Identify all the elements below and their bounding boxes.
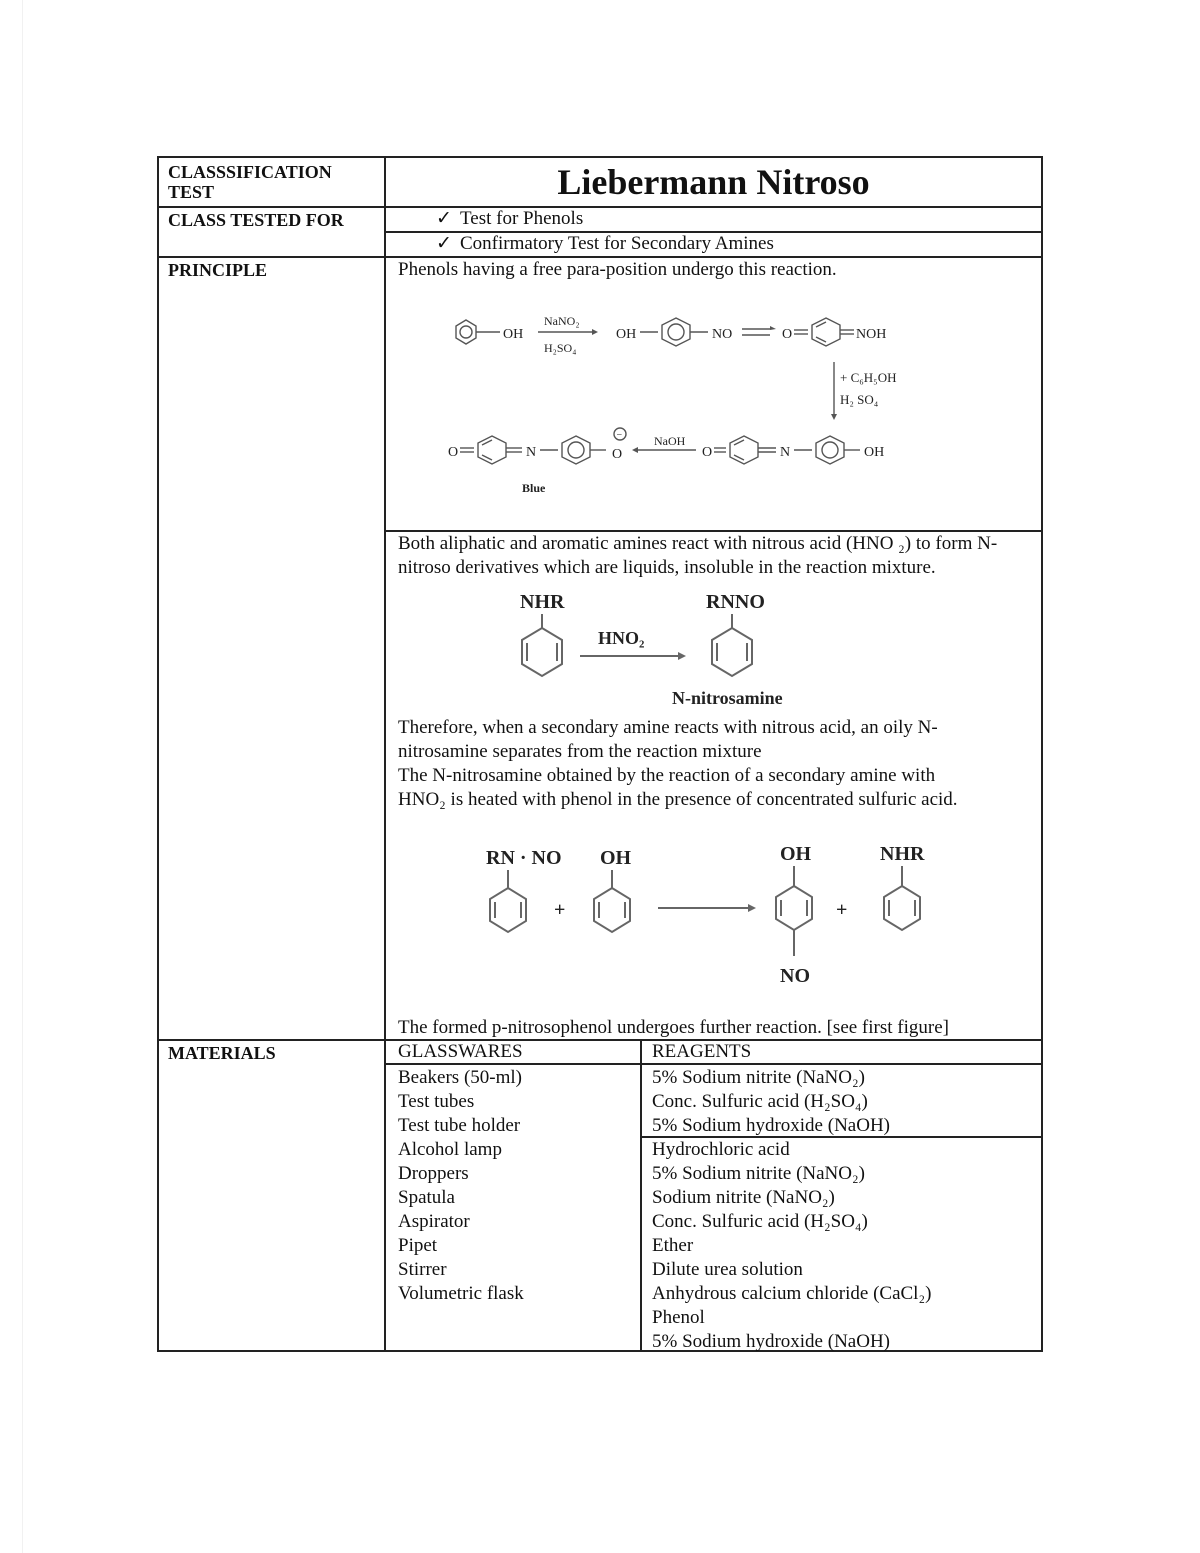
list-item: Alcohol lamp <box>398 1139 502 1160</box>
svg-text:OH: OH <box>600 847 632 869</box>
benzene-ring-icon <box>712 628 752 676</box>
glassware-header: GLASSWARES <box>398 1041 523 1062</box>
principle-para-amines: Both aliphatic and aromatic amines react with nitrous acid (HNO ₂) to form N-nitroso derivatives which are liquids, insoluble in the reaction mixture. <box>398 533 998 578</box>
svg-text:N-nitrosamine: N-nitrosamine <box>672 688 783 708</box>
quinone-ring-icon <box>812 318 840 346</box>
svg-text:OH: OH <box>780 843 812 865</box>
list-item: Aspirator <box>398 1211 470 1232</box>
list-item: Stirrer <box>398 1259 447 1280</box>
svg-text:NHR: NHR <box>520 591 565 613</box>
phenol-nitroso-scheme <box>440 300 920 505</box>
class-tested-label: CLASS TESTED FOR <box>168 210 344 230</box>
svg-text:HNO₂: HNO₂ <box>598 628 645 648</box>
svg-text:O: O <box>702 445 713 460</box>
list-item: Spatula <box>398 1187 455 1208</box>
svg-text:O: O <box>448 445 459 460</box>
checkmark-icon: ✓ <box>436 233 452 254</box>
benzene-ring-icon <box>776 886 812 930</box>
reagents-list-1 <box>652 1066 890 1138</box>
benzene-ring-icon <box>490 888 526 932</box>
list-item: Sodium nitrite (NaNO₂) <box>652 1187 835 1208</box>
svg-text:OH: OH <box>864 445 885 460</box>
svg-text:NHR: NHR <box>880 843 925 865</box>
quinone-ring-icon <box>478 436 506 464</box>
page-title: Liebermann Nitroso <box>557 162 870 202</box>
list-item: Test tube holder <box>398 1115 521 1136</box>
checkmark-icon: ✓ <box>436 208 452 229</box>
svg-text:NO: NO <box>712 327 733 342</box>
page-edge <box>22 0 23 1553</box>
list-item: Conc. Sulfuric acid (H₂SO₄) <box>652 1091 868 1112</box>
svg-text:RN · NO: RN · NO <box>486 847 562 869</box>
list-item: 5% Sodium hydroxide (NaOH) <box>652 1331 890 1352</box>
svg-text:OH: OH <box>616 327 637 342</box>
list-item: Ether <box>652 1235 694 1256</box>
nitrosophenol-scheme <box>476 838 956 998</box>
svg-text:+: + <box>836 899 848 921</box>
benzene-ring-icon <box>522 628 562 676</box>
list-item: 5% Sodium nitrite (NaNO₂) <box>652 1067 865 1088</box>
principle-intro: Phenols having a free para-position undergo this reaction. <box>398 259 837 280</box>
svg-text:H₂ SO₄: H₂ SO₄ <box>840 392 879 407</box>
principle-para-final: The formed p-nitrosophenol undergoes further reaction. [see first figure] <box>398 1017 949 1038</box>
svg-text:NaOH: NaOH <box>654 434 686 448</box>
list-item: Droppers <box>398 1163 469 1184</box>
benzene-ring-icon <box>662 318 690 346</box>
svg-text:H₂SO₄: H₂SO₄ <box>544 341 577 355</box>
materials-label: MATERIALS <box>168 1043 276 1063</box>
list-item: Hydrochloric acid <box>652 1139 790 1160</box>
svg-text:+ C₆H₅OH: + C₆H₅OH <box>840 370 897 385</box>
svg-text:N: N <box>780 445 791 460</box>
svg-text:NaNO₂: NaNO₂ <box>544 314 580 328</box>
svg-text:N: N <box>526 445 537 460</box>
benzene-ring-icon <box>594 888 630 932</box>
svg-text:O: O <box>782 327 793 342</box>
svg-text:O: O <box>612 447 623 462</box>
list-item: Volumetric flask <box>398 1283 524 1304</box>
glassware-list <box>398 1066 524 1306</box>
quinone-ring-icon <box>730 436 758 464</box>
svg-text:NO: NO <box>780 965 810 987</box>
list-item: Dilute urea solution <box>652 1259 803 1280</box>
nitrosamine-scheme <box>480 584 820 714</box>
svg-text:OH: OH <box>503 327 524 342</box>
svg-text:Blue: Blue <box>522 481 546 495</box>
class-tested-item-2: ✓ Confirmatory Test for Secondary Amines <box>436 233 774 254</box>
svg-text:−: − <box>616 430 623 441</box>
svg-text:NOH: NOH <box>856 327 887 342</box>
list-item: Anhydrous calcium chloride (CaCl₂) <box>652 1283 932 1304</box>
reagents-header: REAGENTS <box>652 1041 752 1062</box>
list-item: 5% Sodium nitrite (NaNO₂) <box>652 1163 865 1184</box>
principle-para-oily: Therefore, when a secondary amine reacts with nitrous acid, an oily N- nitrosamine separates from the reaction mixture <box>398 717 938 762</box>
list-item: 5% Sodium hydroxide (NaOH) <box>652 1115 890 1136</box>
principle-label: PRINCIPLE <box>168 260 268 280</box>
principle-para-heated: The N-nitrosamine obtained by the reaction of a secondary amine with HNO₂ is heated with phenol in the presence of concentrated sulfuric acid. <box>398 765 958 810</box>
svg-text:+: + <box>554 899 566 921</box>
list-item: Beakers (50-ml) <box>398 1067 522 1088</box>
benzene-ring-icon <box>816 436 844 464</box>
classification-label: CLASSSIFICATION TEST <box>168 162 332 202</box>
list-item: Phenol <box>652 1307 705 1328</box>
benzene-ring-icon <box>456 320 476 344</box>
reagents-list-2 <box>652 1138 931 1354</box>
class-tested-item-1: ✓ Test for Phenols <box>436 208 584 229</box>
list-item: Test tubes <box>398 1091 475 1112</box>
list-item: Pipet <box>398 1235 438 1256</box>
benzene-ring-icon <box>562 436 590 464</box>
svg-text:RNNO: RNNO <box>706 591 765 613</box>
list-item: Conc. Sulfuric acid (H₂SO₄) <box>652 1211 868 1232</box>
benzene-ring-icon <box>884 886 920 930</box>
